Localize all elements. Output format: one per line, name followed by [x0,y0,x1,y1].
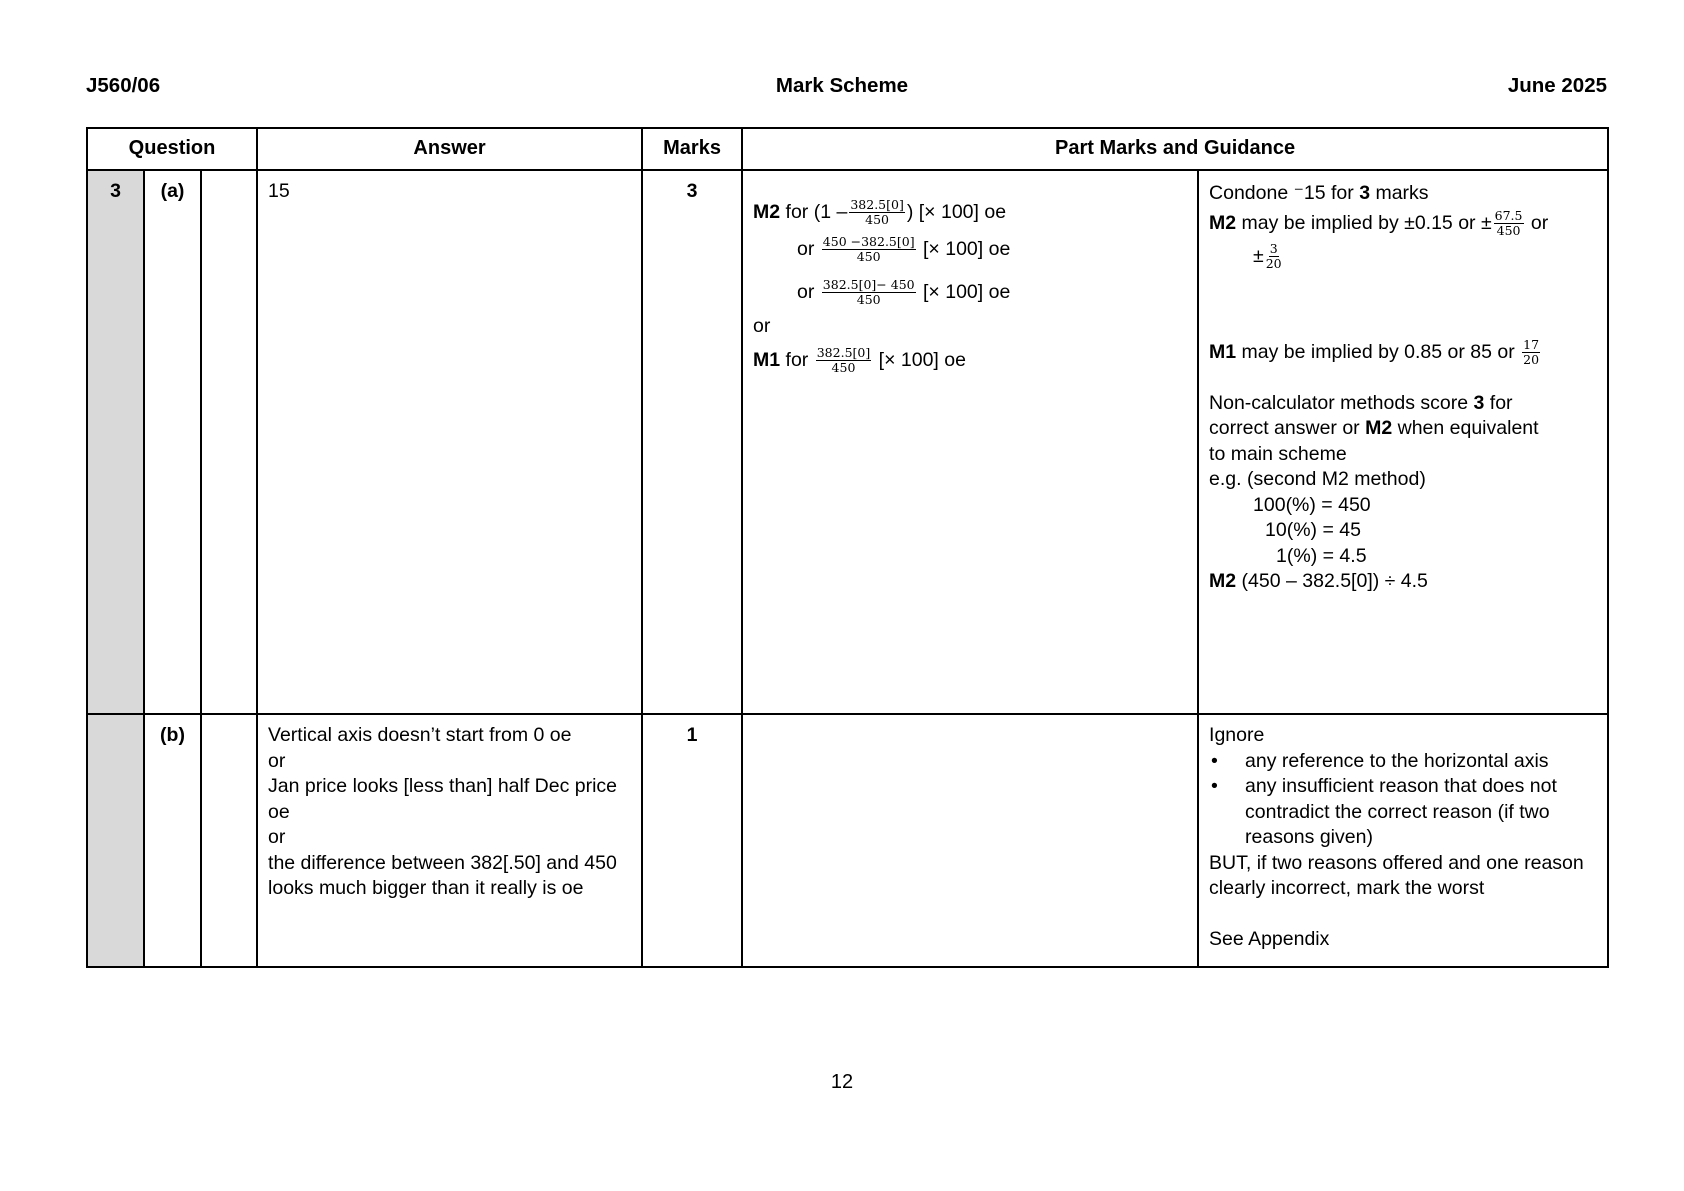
guidance-line: Condone ⁻15 for 3 marks [1209,182,1429,204]
working-line: 10(%) = 45 [1265,519,1361,541]
fraction: $\frac{450 -382.5[0]}{450}$ [822,234,915,265]
subpart-cell [201,714,257,967]
guidance-line: e.g. (second M2 method) [1209,468,1426,490]
mark-code: M2 [753,201,781,223]
guidance-line: M2 may be implied by ±0.15 or ± $\frac{67.5}{450}$ or [1209,207,1549,238]
column-header-guidance: Part Marks and Guidance [742,128,1608,170]
text: (1 – [813,201,848,223]
method-line [753,339,1187,382]
paper-code: J560/06 [86,74,161,97]
method-line [753,271,1187,314]
working-line: 1(%) = 4.5 [1276,544,1367,567]
text: [× 100] oe [878,349,966,371]
text: for [785,349,809,371]
question-number: 3 [87,170,144,714]
subpart-cell [201,170,257,714]
table-header-row [87,128,1608,170]
question-part: (a) [144,170,201,714]
text: or [797,238,815,260]
answer-line: the difference between 382[.50] and 450 looks much bigger than it really is oe [268,851,617,899]
answer-line: Jan price looks [less than] half Dec price oe [268,775,618,823]
text: [× 100] oe [923,281,1011,303]
fraction: $\frac{382.5[0]}{450}$ [850,197,904,228]
guidance-line: Ignore [1209,724,1265,746]
guidance-line: BUT, if two reasons offered and one reason clearly incorrect, mark the worst [1209,851,1584,899]
answer-cell [257,714,642,967]
method-marks-cell [742,714,1198,967]
text: or [797,281,815,303]
guidance-line: ± $\frac{3}{20}$ [1253,240,1282,271]
table-row [87,170,1608,714]
fraction: $\frac{382.5[0]- 450}{450}$ [822,277,915,308]
answer-text: 15 [268,180,290,202]
marks-cell: 3 [642,170,742,714]
guidance-cell [1198,714,1608,967]
guidance-line: to main scheme [1209,442,1347,465]
fraction: $\frac{382.5[0]}{450}$ [816,345,871,376]
answer-line: Vertical axis doesn’t start from 0 oe [268,724,572,746]
method-line [753,228,1187,271]
text: ) [× 100] oe [906,201,1007,223]
mark-scheme-table [86,127,1609,968]
answer-cell [257,170,642,714]
guidance-line: Non-calculator methods score 3 for [1209,391,1513,414]
method-marks-cell [742,170,1198,714]
guidance-cell [1198,170,1608,714]
list-item: • any insufficient reason that does not contradict the correct reason (if two reasons given) [1209,774,1597,851]
ignore-list [1209,749,1597,851]
mark-code: M1 [753,349,781,371]
table-row [87,714,1608,967]
document-title: Mark Scheme [775,74,909,97]
column-header-marks: Marks [642,128,742,170]
answer-line: or [268,826,286,848]
list-item: • any reference to the horizontal axis [1209,749,1597,775]
page-number: 12 [830,1071,854,1093]
see-appendix: See Appendix [1209,927,1330,950]
text: [× 100] oe [923,238,1011,260]
guidance-line: M2 (450 – 382.5[0]) ÷ 4.5 [1209,570,1428,592]
question-number [87,714,144,967]
guidance-line: correct answer or M2 when equivalent [1209,417,1539,439]
working-line: 100(%) = 450 [1253,493,1371,516]
guidance-line: M1 may be implied by 0.85 or 85 or $\frac{17}{20}$ [1209,336,1540,367]
question-part: (b) [144,714,201,967]
column-header-question: Question [87,128,257,170]
method-line: or [753,315,771,337]
answer-line: or [268,749,286,772]
column-header-answer: Answer [257,128,642,170]
text: for [785,201,809,223]
marks-cell: 1 [642,714,742,967]
exam-date: June 2025 [1507,74,1607,97]
